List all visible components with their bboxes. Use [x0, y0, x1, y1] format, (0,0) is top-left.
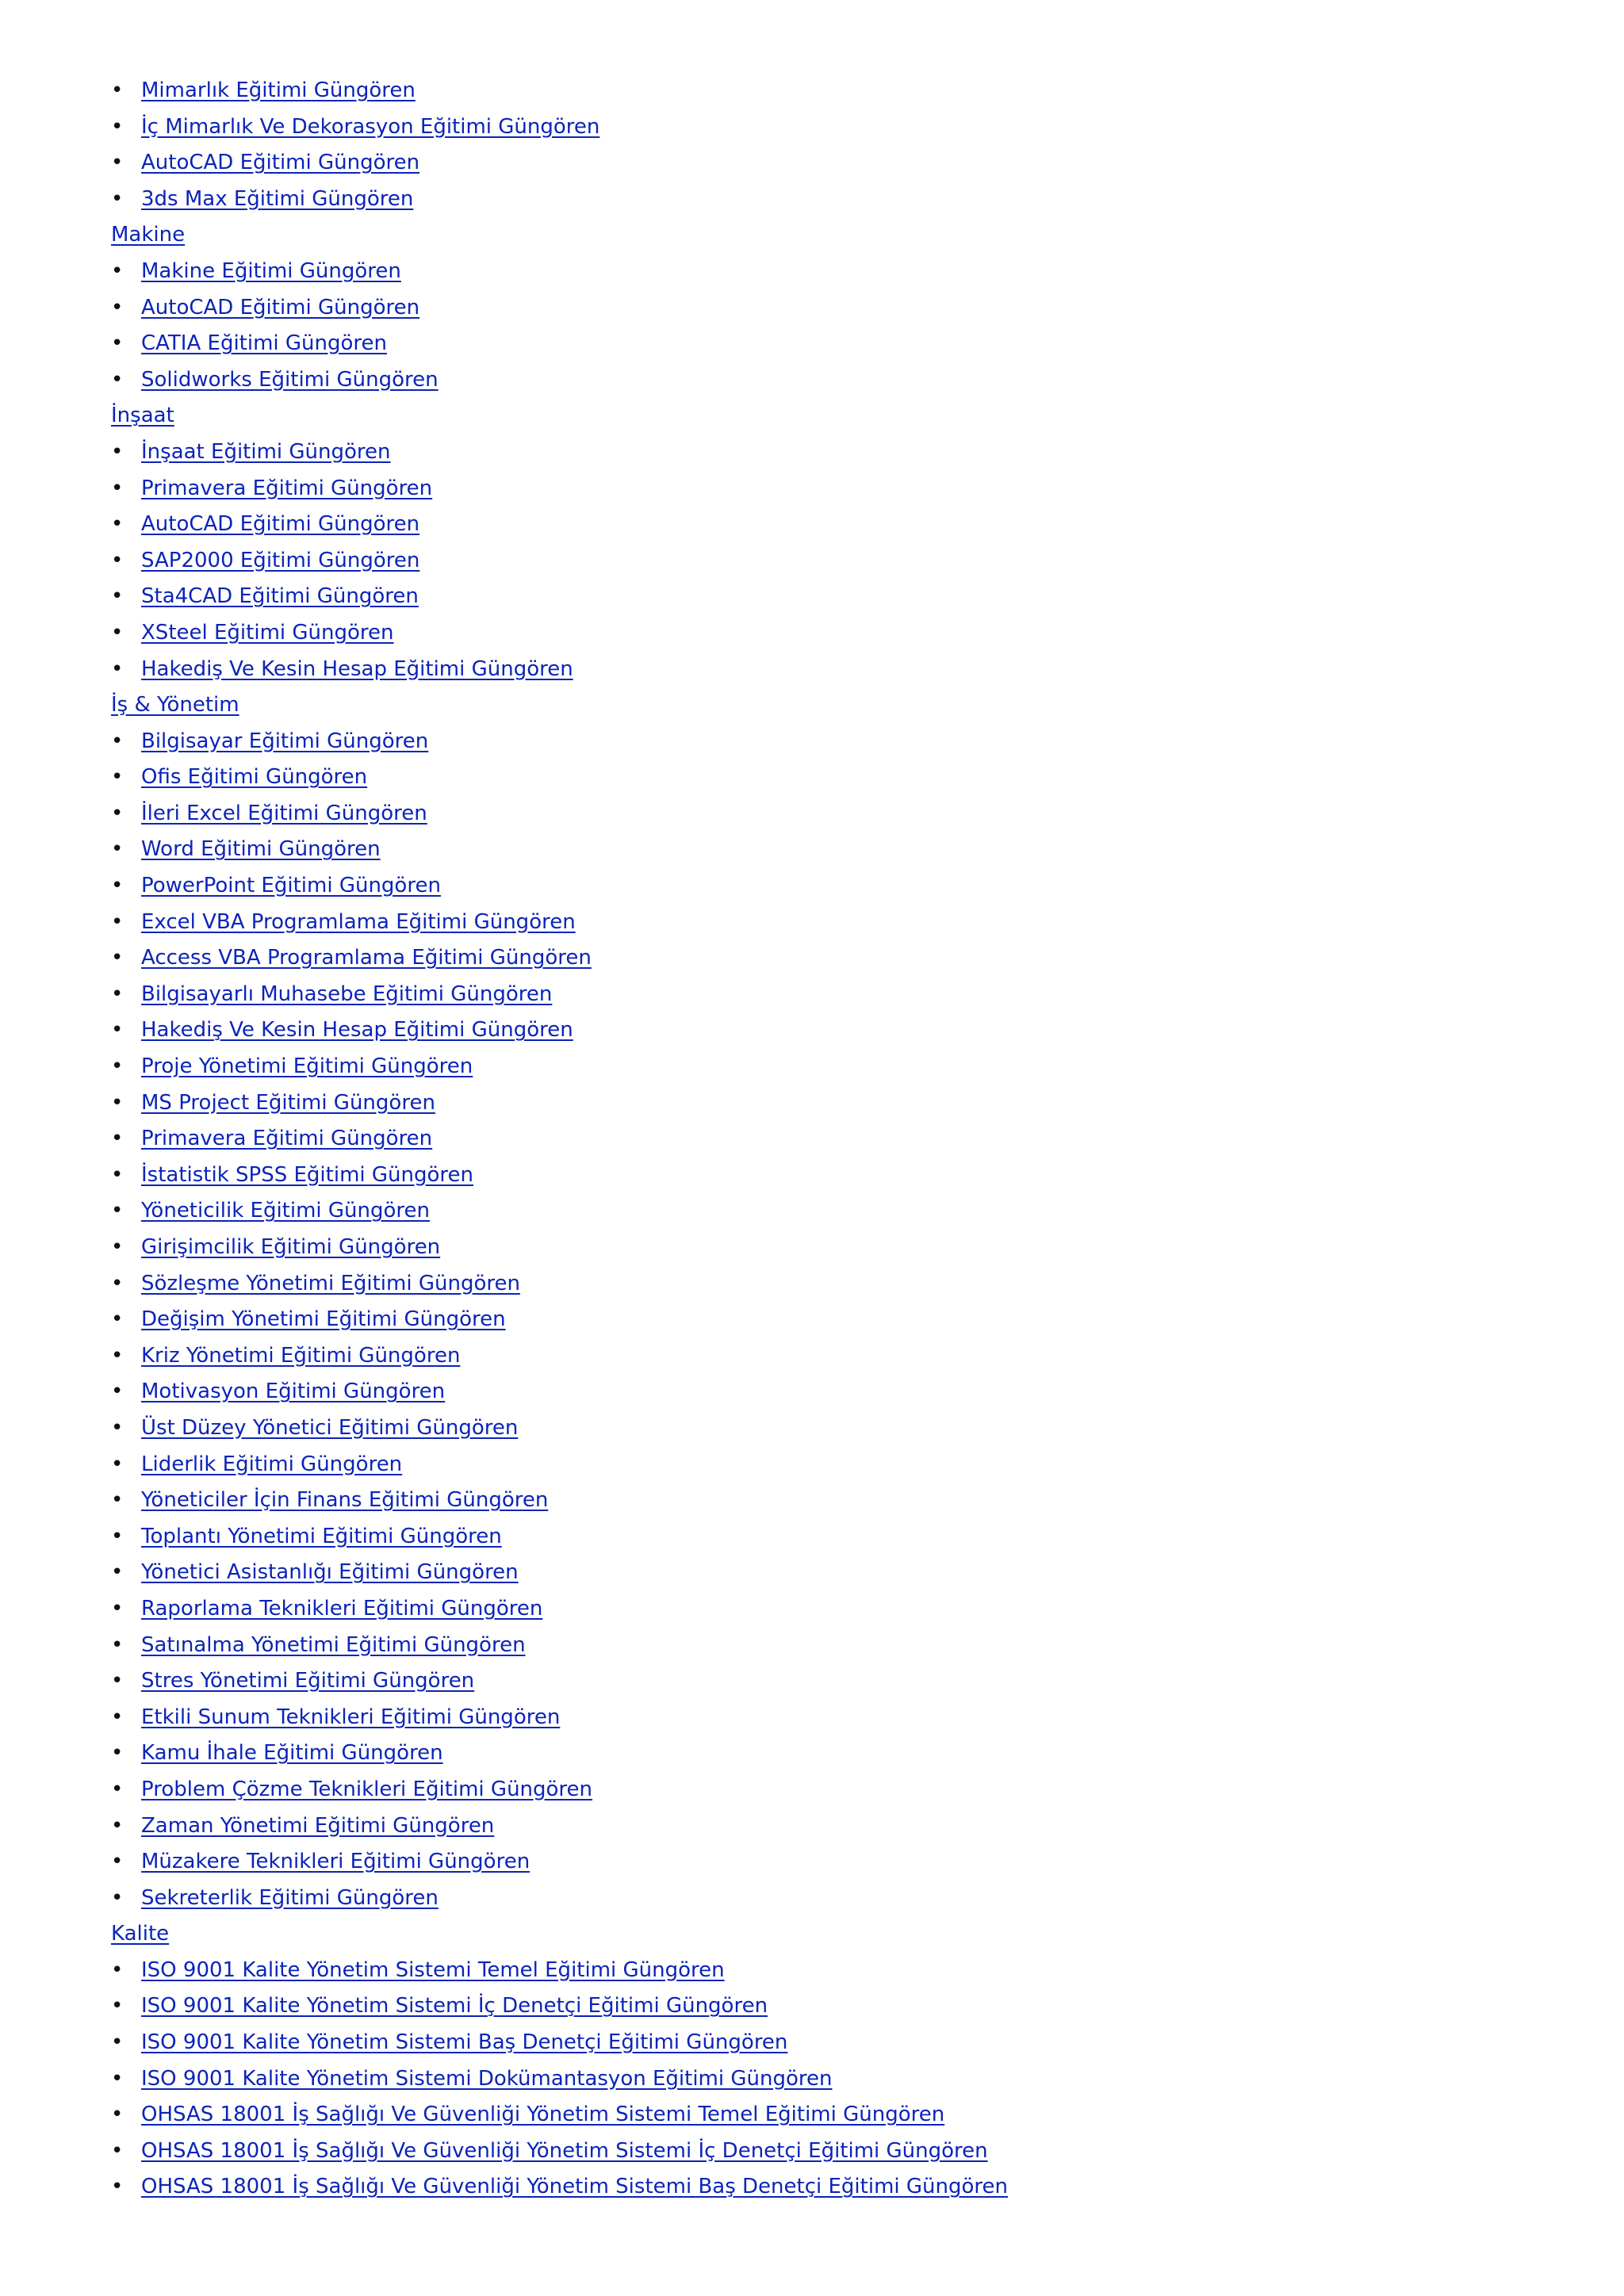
bullet-icon: •	[111, 512, 124, 537]
bullet-icon: •	[111, 1741, 124, 1766]
course-link[interactable]: Solidworks Eğitimi Güngören	[141, 367, 439, 392]
bullet-icon: •	[111, 1560, 124, 1585]
list-item	[111, 109, 1008, 146]
list-item	[111, 832, 1008, 868]
bullet-icon: •	[111, 656, 124, 681]
list-item	[111, 2169, 1008, 2206]
list-item	[111, 1591, 1008, 1628]
list-item	[111, 796, 1008, 832]
course-link[interactable]: Yönetici Asistanlığı Eğitimi Güngören	[141, 1560, 519, 1585]
bullet-icon: •	[111, 1343, 124, 1368]
list-item	[111, 905, 1008, 941]
list-item	[111, 1158, 1008, 1194]
course-link[interactable]: Raporlama Teknikleri Eğitimi Güngören	[141, 1596, 543, 1621]
course-link[interactable]: Zaman Yönetimi Eğitimi Güngören	[141, 1813, 495, 1838]
bullet-icon: •	[111, 874, 124, 898]
bullet-icon: •	[111, 1018, 124, 1043]
list-item	[111, 940, 1008, 977]
bullet-icon: •	[111, 1705, 124, 1729]
list-item	[111, 145, 1008, 182]
list-item	[111, 1230, 1008, 1266]
course-link[interactable]: OHSAS 18001 İş Sağlığı Ve Güvenliği Yönetim Sistemi Baş Denetçi Eğitimi Güngören	[141, 2175, 1008, 2199]
course-link[interactable]: Sekreterlik Eğitimi Güngören	[141, 1885, 439, 1910]
list-item	[111, 254, 1008, 290]
course-link[interactable]: Mimarlık Eğitimi Güngören	[141, 78, 416, 102]
course-link[interactable]: 3ds Max Eğitimi Güngören	[141, 186, 414, 211]
bullet-icon: •	[111, 1669, 124, 1693]
course-link[interactable]: ISO 9001 Kalite Yönetim Sistemi Dokümantasyon Eğitimi Güngören	[141, 2066, 833, 2091]
course-link[interactable]: Toplantı Yönetimi Eğitimi Güngören	[141, 1524, 502, 1548]
bullet-icon: •	[111, 1813, 124, 1838]
course-link[interactable]: İnşaat Eğitimi Güngören	[141, 439, 391, 464]
course-link[interactable]: Motivasyon Eğitimi Güngören	[141, 1380, 446, 1404]
category-link[interactable]: Makine	[111, 223, 186, 247]
bullet-icon: •	[111, 1199, 124, 1223]
list-item	[111, 1302, 1008, 1338]
course-link[interactable]: Bilgisayarlı Muhasebe Eğitimi Güngören	[141, 982, 553, 1006]
list-item	[111, 1338, 1008, 1375]
course-link[interactable]: OHSAS 18001 İş Sağlığı Ve Güvenliği Yönetim Sistemi Temel Eğitimi Güngören	[141, 2103, 945, 2127]
list-item	[111, 1844, 1008, 1881]
list-item	[111, 652, 1008, 688]
course-link[interactable]: ISO 9001 Kalite Yönetim Sistemi Temel Eğitimi Güngören	[141, 1957, 725, 1982]
course-link[interactable]: Etkili Sunum Teknikleri Eğitimi Güngören	[141, 1705, 561, 1729]
course-link[interactable]: SAP2000 Eğitimi Güngören	[141, 548, 420, 572]
bullet-icon: •	[111, 151, 124, 175]
course-link[interactable]: Ofis Eğitimi Güngören	[141, 765, 368, 790]
bullet-icon: •	[111, 1380, 124, 1404]
course-link[interactable]: Proje Yönetimi Eğitimi Güngören	[141, 1054, 473, 1079]
list-item	[111, 2133, 1008, 2170]
bullet-icon: •	[111, 1596, 124, 1621]
course-link[interactable]: AutoCAD Eğitimi Güngören	[141, 512, 420, 537]
bullet-icon: •	[111, 1994, 124, 2019]
course-link[interactable]: Primavera Eğitimi Güngören	[141, 1127, 433, 1151]
list-item	[111, 1700, 1008, 1736]
list-item	[111, 1519, 1008, 1556]
bullet-icon: •	[111, 837, 124, 862]
list-item	[111, 2061, 1008, 2098]
course-link[interactable]: Primavera Eğitimi Güngören	[141, 476, 433, 500]
course-link[interactable]: Kriz Yönetimi Eğitimi Güngören	[141, 1343, 461, 1368]
course-link[interactable]: AutoCAD Eğitimi Güngören	[141, 151, 420, 175]
course-link[interactable]: İleri Excel Eğitimi Güngören	[141, 801, 427, 825]
list-item	[111, 1808, 1008, 1845]
bullet-icon: •	[111, 1415, 124, 1440]
course-link[interactable]: İç Mimarlık Ve Dekorasyon Eğitimi Güngören	[141, 114, 600, 139]
bullet-icon: •	[111, 1235, 124, 1259]
course-link[interactable]: Word Eğitimi Güngören	[141, 837, 381, 862]
course-link[interactable]: ISO 9001 Kalite Yönetim Sistemi Baş Denetçi Eğitimi Güngören	[141, 2030, 788, 2055]
course-link[interactable]: Kamu İhale Eğitimi Güngören	[141, 1741, 443, 1766]
course-link[interactable]: Girişimcilik Eğitimi Güngören	[141, 1235, 441, 1259]
course-link[interactable]: ISO 9001 Kalite Yönetim Sistemi İç Denetçi Eğitimi Güngören	[141, 1994, 768, 2019]
bullet-icon: •	[111, 439, 124, 464]
bullet-icon: •	[111, 1271, 124, 1295]
bullet-icon: •	[111, 982, 124, 1006]
list-item	[111, 2025, 1008, 2061]
course-link[interactable]: MS Project Eğitimi Güngören	[141, 1090, 435, 1115]
list-item	[111, 760, 1008, 796]
course-link[interactable]: Sözleşme Yönetimi Eğitimi Güngören	[141, 1271, 520, 1295]
course-link[interactable]: Bilgisayar Eğitimi Güngören	[141, 729, 429, 753]
bullet-icon: •	[111, 946, 124, 970]
category-link[interactable]: İnşaat	[111, 404, 174, 428]
course-link[interactable]: Hakediş Ve Kesin Hesap Eğitimi Güngören	[141, 1018, 573, 1043]
list-item	[111, 2097, 1008, 2133]
list-item	[111, 1881, 1008, 1917]
course-link[interactable]: Yöneticilik Eğitimi Güngören	[141, 1199, 431, 1223]
bullet-icon: •	[111, 1632, 124, 1657]
course-link[interactable]: Access VBA Programlama Eğitimi Güngören	[141, 946, 592, 970]
bullet-icon: •	[111, 1162, 124, 1187]
list-item	[111, 290, 1008, 327]
bullet-icon: •	[111, 1127, 124, 1151]
bullet-icon: •	[111, 1054, 124, 1079]
list-item	[111, 579, 1008, 615]
course-link[interactable]: Müzakere Teknikleri Eğitimi Güngören	[141, 1850, 530, 1874]
list-item	[111, 1049, 1008, 1085]
bullet-icon: •	[111, 584, 124, 609]
bullet-icon: •	[111, 331, 124, 356]
list-item	[111, 1121, 1008, 1158]
course-link[interactable]: Hakediş Ve Kesin Hesap Eğitimi Güngören	[141, 656, 573, 681]
list-item	[111, 182, 1008, 218]
list-item	[111, 362, 1008, 399]
list-item	[111, 1555, 1008, 1591]
course-link[interactable]: Yöneticiler İçin Finans Eğitimi Güngören	[141, 1488, 549, 1513]
bullet-icon: •	[111, 801, 124, 825]
bullet-icon: •	[111, 1090, 124, 1115]
course-link[interactable]: Problem Çözme Teknikleri Eğitimi Güngören	[141, 1777, 593, 1801]
bullet-icon: •	[111, 1885, 124, 1910]
course-link-list	[111, 73, 1008, 2206]
bullet-icon: •	[111, 258, 124, 283]
list-item	[111, 1012, 1008, 1049]
list-item	[111, 868, 1008, 905]
bullet-icon: •	[111, 78, 124, 102]
course-link[interactable]: PowerPoint Eğitimi Güngören	[141, 874, 441, 898]
list-item	[111, 434, 1008, 471]
bullet-icon: •	[111, 2030, 124, 2055]
list-item	[111, 1085, 1008, 1122]
list-item	[111, 724, 1008, 760]
list-item	[111, 1772, 1008, 1808]
category-heading	[111, 687, 1008, 724]
list-item	[111, 73, 1008, 109]
bullet-icon: •	[111, 1307, 124, 1332]
course-link[interactable]: Makine Eğitimi Güngören	[141, 258, 401, 283]
list-item	[111, 1483, 1008, 1519]
list-item	[111, 1663, 1008, 1700]
course-link[interactable]: CATIA Eğitimi Güngören	[141, 331, 388, 356]
list-item	[111, 1374, 1008, 1410]
bullet-icon: •	[111, 1957, 124, 1982]
bullet-icon: •	[111, 114, 124, 139]
bullet-icon: •	[111, 1452, 124, 1476]
course-link[interactable]: Değişim Yönetimi Eğitimi Güngören	[141, 1307, 506, 1332]
bullet-icon: •	[111, 295, 124, 320]
bullet-icon: •	[111, 2138, 124, 2163]
list-item	[111, 1410, 1008, 1447]
bullet-icon: •	[111, 2175, 124, 2199]
bullet-icon: •	[111, 620, 124, 645]
list-item	[111, 1447, 1008, 1483]
bullet-icon: •	[111, 909, 124, 934]
bullet-icon: •	[111, 1524, 124, 1548]
bullet-icon: •	[111, 1850, 124, 1874]
bullet-icon: •	[111, 2066, 124, 2091]
course-link[interactable]: Üst Düzey Yönetici Eğitimi Güngören	[141, 1415, 519, 1440]
course-link[interactable]: XSteel Eğitimi Güngören	[141, 620, 394, 645]
bullet-icon: •	[111, 367, 124, 392]
bullet-icon: •	[111, 1488, 124, 1513]
list-item	[111, 977, 1008, 1013]
list-item	[111, 507, 1008, 543]
course-link[interactable]: Stres Yönetimi Eğitimi Güngören	[141, 1669, 475, 1693]
category-heading	[111, 217, 1008, 254]
list-item	[111, 615, 1008, 652]
list-item	[111, 1266, 1008, 1303]
course-link[interactable]: Excel VBA Programlama Eğitimi Güngören	[141, 909, 576, 934]
bullet-icon: •	[111, 548, 124, 572]
course-link[interactable]: İstatistik SPSS Eğitimi Güngören	[141, 1162, 473, 1187]
category-link[interactable]: İş & Yönetim	[111, 693, 239, 718]
list-item	[111, 1953, 1008, 1989]
list-item	[111, 1193, 1008, 1230]
list-item	[111, 1628, 1008, 1664]
bullet-icon: •	[111, 2103, 124, 2127]
bullet-icon: •	[111, 186, 124, 211]
bullet-icon: •	[111, 1777, 124, 1801]
bullet-icon: •	[111, 765, 124, 790]
bullet-icon: •	[111, 729, 124, 753]
category-heading	[111, 1916, 1008, 1953]
category-heading	[111, 398, 1008, 434]
bullet-icon: •	[111, 476, 124, 500]
course-link[interactable]: AutoCAD Eğitimi Güngören	[141, 295, 420, 320]
list-item	[111, 1988, 1008, 2025]
course-link[interactable]: OHSAS 18001 İş Sağlığı Ve Güvenliği Yönetim Sistemi İç Denetçi Eğitimi Güngören	[141, 2138, 988, 2163]
course-link[interactable]: Satınalma Yönetimi Eğitimi Güngören	[141, 1632, 526, 1657]
category-link[interactable]: Kalite	[111, 1922, 170, 1946]
course-link[interactable]: Liderlik Eğitimi Güngören	[141, 1452, 403, 1476]
list-item	[111, 543, 1008, 580]
list-item	[111, 326, 1008, 362]
list-item	[111, 471, 1008, 507]
list-item	[111, 1735, 1008, 1772]
course-link[interactable]: Sta4CAD Eğitimi Güngören	[141, 584, 419, 609]
